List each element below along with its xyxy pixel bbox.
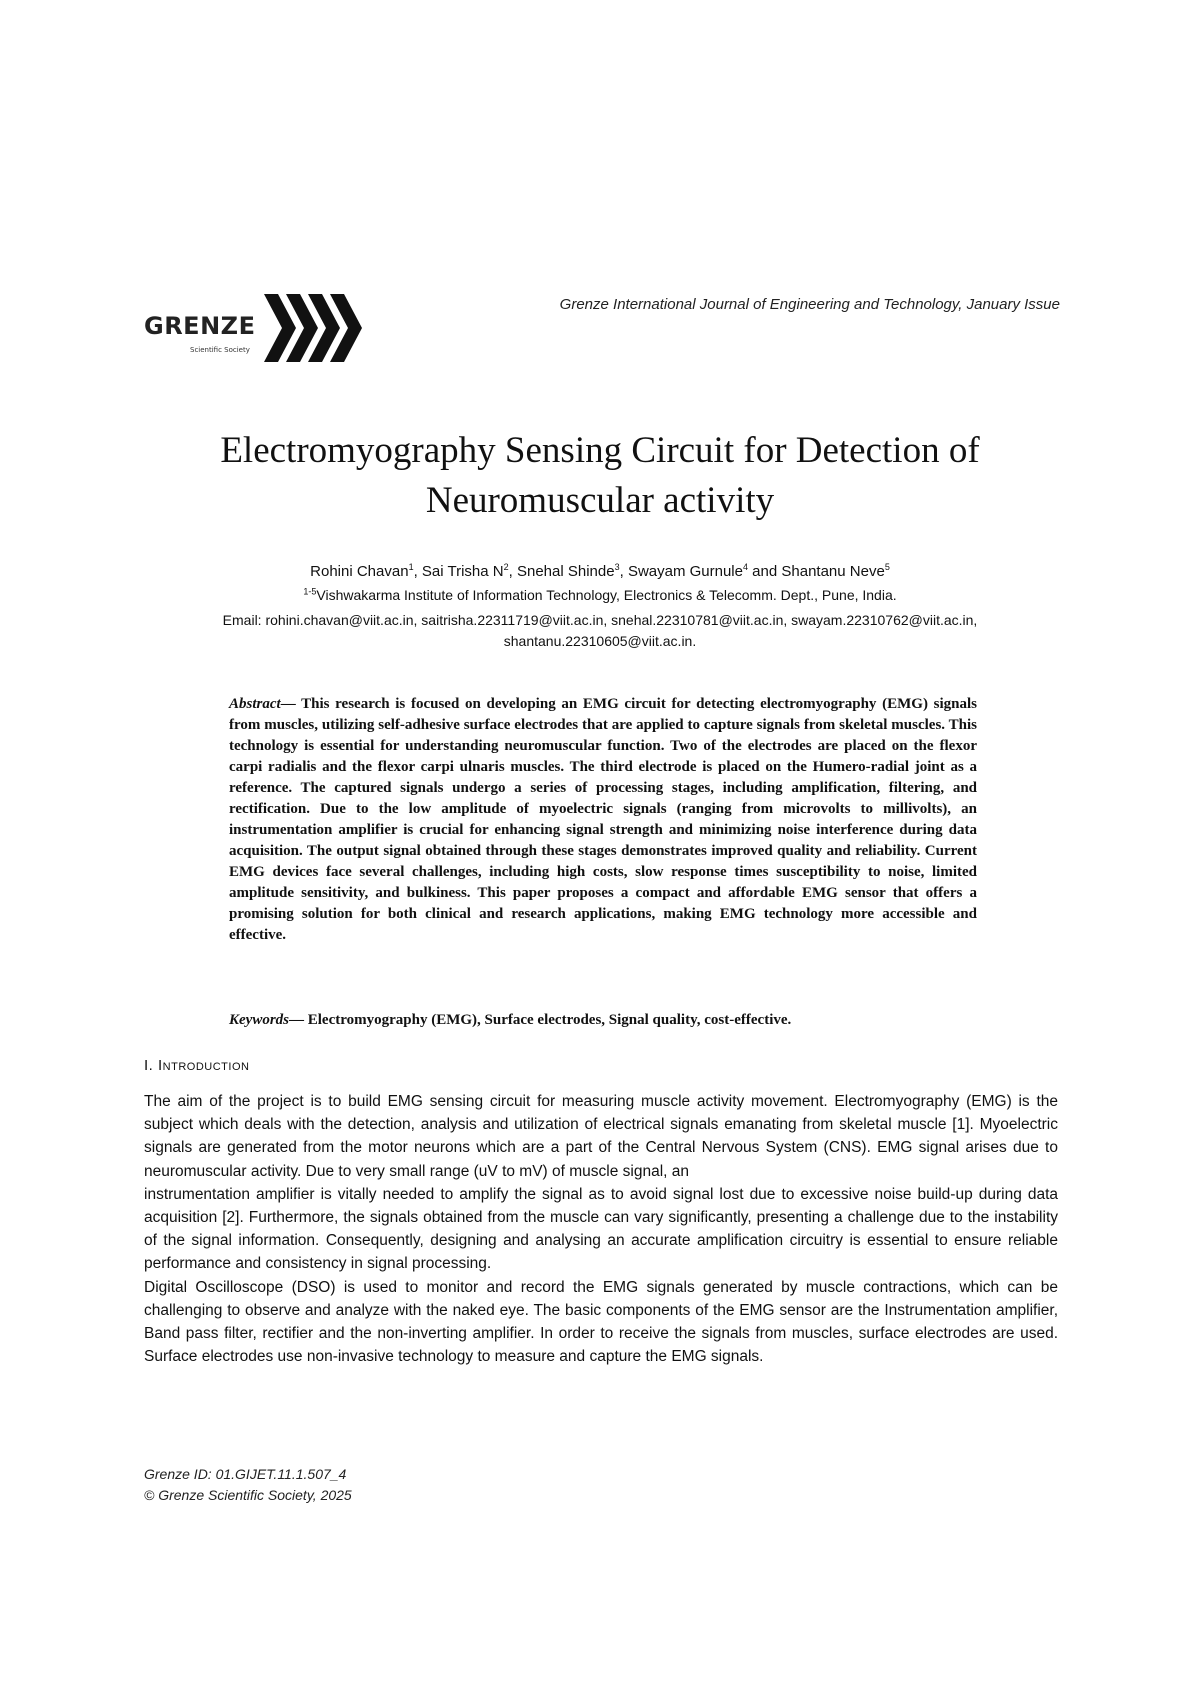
author-2-mark: 2 [503,562,509,572]
journal-name: Grenze International Journal of Engineering and Technology, January Issue [559,296,1060,313]
page-footer [144,1464,352,1506]
section-number: I. [144,1057,159,1074]
author-1-mark: 1 [408,562,414,572]
grenze-logo [144,292,394,372]
email-list [140,610,1060,652]
keywords-label: Keywords [229,1012,289,1028]
author-separator: , [619,563,628,580]
section-title: Introduction [158,1057,250,1074]
affiliation-mark: 1-5 [303,586,317,597]
intro-paragraph-1: The aim of the project is to build EMG sensing circuit for measuring muscle activity movement. Electromyography (EMG) is the subject which deals with the detection, analysis and utilization of electrical signals emanating from skeletal muscle [1]. Myoelectric signals are generated from the motor neurons which are a part of the Central Nervous System (CNS). EMG signal arises due to neuromuscular activity. Due to very small range (uV to mV) of muscle signal, an [144,1093,1058,1180]
affiliation [100,587,1100,603]
author-5: Shantanu Neve [781,563,885,580]
paper-title [100,426,1100,526]
author-4: Swayam Gurnule [627,563,743,580]
abstract-label: Abstract [229,696,281,712]
author-4-mark: 4 [743,562,749,572]
keywords-dash: — [289,1012,308,1028]
intro-paragraph-2: instrumentation amplifier is vitally needed to amplify the signal as to avoid signal lost due to excessive noise build-up during data acquisition [2]. Furthermore, the signals obtained from the muscle can vary significantly, presenting a challenge due to the instability of the signal information. Consequently, designing and analysing an accurate amplification circuitry is essential to ensure reliable performance and consistency in signal processing. [144,1185,1058,1273]
title-line-2: Neuromuscular activity [425,480,775,521]
author-1: Rohini Chavan [310,563,409,580]
keywords-text: Electromyography (EMG), Surface electrodes, Signal quality, cost-effective. [307,1012,792,1028]
author-3: Snehal Shinde [516,563,615,580]
grenze-id: Grenze ID: 01.GIJET.11.1.507_4 [144,1466,347,1482]
logo-wordmark: GRENZE [144,312,256,340]
abstract-dash: — [280,696,302,712]
copyright: © Grenze Scientific Society, 2025 [144,1487,352,1503]
abstract [229,694,977,946]
affiliation-text: Vishwakarma Institute of Information Technology, Electronics & Telecomm. Dept., Pune, India. [316,587,897,603]
author-5-mark: 5 [884,562,890,572]
author-3-mark: 3 [614,562,620,572]
section-heading [144,1057,249,1074]
author-separator: , [508,563,517,580]
title-line-1: Electromyography Sensing Circuit for Detection of [220,430,980,471]
author-conjunction: and [748,563,782,580]
email-line-1: Email: rohini.chavan@viit.ac.in, saitrisha.22311719@viit.ac.in, snehal.22310781@viit.ac.in, swayam.22310762@viit.ac.in, [222,612,978,628]
intro-paragraph-3: Digital Oscilloscope (DSO) is used to monitor and record the EMG signals generated by muscle contractions, which can be challenging to observe and analyze with the naked eye. The basic components of the EMG sensor are the Instrumentation amplifier, Band pass filter, rectifier and the non-inverting amplifier. In order to receive the signals from muscles, surface electrodes are used. Surface electrodes use non-invasive technology to measure and capture the EMG signals. [144,1278,1058,1366]
logo-subtext: Scientific Society [190,346,250,354]
abstract-text: This research is focused on developing an EMG circuit for detecting electromyography (EMG) signals from muscles, utilizing self-adhesive surface electrodes that are applied to capture signals from skeletal muscles. This technology is essential for understanding neuromuscular function. Two of the electrodes are placed on the flexor carpi radialis and the flexor carpi ulnaris muscles. The third electrode is placed on the Humero-radial joint as a reference. The captured signals undergo a series of processing stages, including amplification, filtering, and rectification. Due to the low amplitude of myoelectric signals (ranging from microvolts to millivolts), an instrumentation amplifier is crucial for enhancing signal strength and minimizing noise interference during data acquisition. The output signal obtained through these stages demonstrates improved quality and reliability. Current EMG devices face several challenges, including high costs, slow response times susceptibility to noise, limited amplitude sensitivity, and bulkiness. This paper proposes a compact and affordable EMG sensor that offers a promising solution for both clinical and research applications, making EMG technology more accessible and effective. [229,696,977,943]
email-line-2: shantanu.22310605@viit.ac.in. [503,633,697,649]
author-list [100,563,1100,580]
introduction-body [144,1090,1058,1368]
logo-chevrons-icon [264,292,384,364]
author-separator: , [413,563,422,580]
keywords [229,1012,977,1029]
author-2: Sai Trisha N [421,563,504,580]
